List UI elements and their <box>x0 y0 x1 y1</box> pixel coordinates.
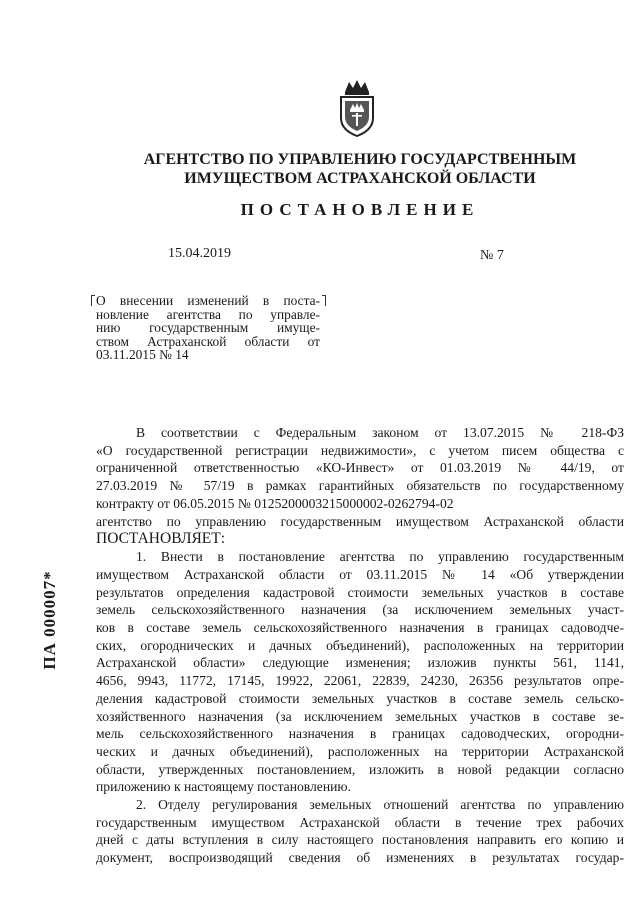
body-line: государственным имуществом Астраханской области в течение трех рабочих <box>96 814 624 830</box>
resolution-keyword: ПОСТАНОВЛЯЕТ: <box>96 530 226 548</box>
subject-line: 03.11.2015 № 14 <box>96 347 189 362</box>
body-line: ских, огороднических и дачных объединений), расположенных на территории <box>96 637 624 653</box>
subject-line: нию государственным имуще- <box>96 320 320 335</box>
body-line: области, утвержденных постановлением, изложить в новой редакции согласно <box>96 761 624 777</box>
subject-bracket-right <box>322 295 326 306</box>
agency-name <box>100 150 620 188</box>
body-line: дней с даты вступления в силу настоящего постановления направить его копию и <box>96 832 624 848</box>
body-line: ческих и дачных объединений), расположенных на территории Астраханской <box>96 743 624 759</box>
body-line: мель сельскохозяйственного назначения в границах садоводческих, огородни- <box>96 726 624 742</box>
body-line: 27.03.2019 № 57/19 в рамках гарантийных обязательств по государственному <box>96 478 624 494</box>
stamp-text: ПА 000007* <box>40 570 59 670</box>
agency-name-line2: ИМУЩЕСТВОМ АСТРАХАНСКОЙ ОБЛАСТИ <box>184 170 536 187</box>
body-line: контракту от 06.05.2015 № 0125200003215000002-0262794-02 <box>96 495 454 511</box>
coat-of-arms-icon <box>335 78 379 138</box>
body-line: приложению к настоящему постановлению. <box>96 779 351 795</box>
document-body <box>96 424 624 867</box>
body-line: «О государственной регистрации недвижимости», с учетом писем общества с <box>96 442 624 458</box>
body-line: 1. Внести в постановление агентства по управлению государственным <box>136 549 624 565</box>
body-line: В соответствии с Федеральным законом от 13.07.2015 № 218-ФЗ <box>136 425 624 440</box>
body-line: результатов определения кадастровой стоимости земельных участков в составе <box>96 584 624 600</box>
body-line: агентство по управлению государственным имуществом Астраханской области <box>96 513 624 529</box>
subject-bracket-left <box>91 295 95 306</box>
body-line: деления кадастровой стоимости земельных участков в составе земель сельско- <box>96 690 624 706</box>
subject-line: новление агентства по управле- <box>96 306 320 322</box>
document-number: № 7 <box>480 248 504 263</box>
body-line: 4656, 9943, 11772, 17145, 19922, 22061, 22839, 24230, 26356 результатов опре- <box>96 673 624 689</box>
document-date: 15.04.2019 <box>168 246 231 261</box>
body-line: ков в составе земель сельскохозяйственного назначения в границах садоводче- <box>96 620 624 636</box>
body-line: 2. Отделу регулирования земельных отношений агентства по управлению <box>136 797 624 813</box>
body-line: земель сельскохозяйственного назначения (за исключением земельных участ- <box>96 602 624 618</box>
body-line: имуществом Астраханской области от 03.11.2015 № 14 «Об утверждении <box>96 566 624 582</box>
body-line: ограниченной ответственностью «КО-Инвест» от 01.03.2019 № 44/19, от <box>96 460 624 476</box>
agency-name-line1: АГЕНТСТВО ПО УПРАВЛЕНИЮ ГОСУДАРСТВЕННЫМ <box>143 151 577 168</box>
subject-line: ством Астраханской области от <box>96 333 320 349</box>
body-line: Астраханской области» следующие изменения; изложив пункты 561, 1141, <box>96 655 624 671</box>
subject-line: О внесении изменений в поста- <box>96 293 320 308</box>
document-subject <box>96 294 320 362</box>
document-type: ПОСТАНОВЛЕНИЕ <box>240 200 480 219</box>
body-line: документ, воспроизводящий сведения об изменениях в результатах государ- <box>96 850 624 866</box>
body-line: хозяйственного назначения (за исключением земельных участков в составе зе- <box>96 708 624 724</box>
